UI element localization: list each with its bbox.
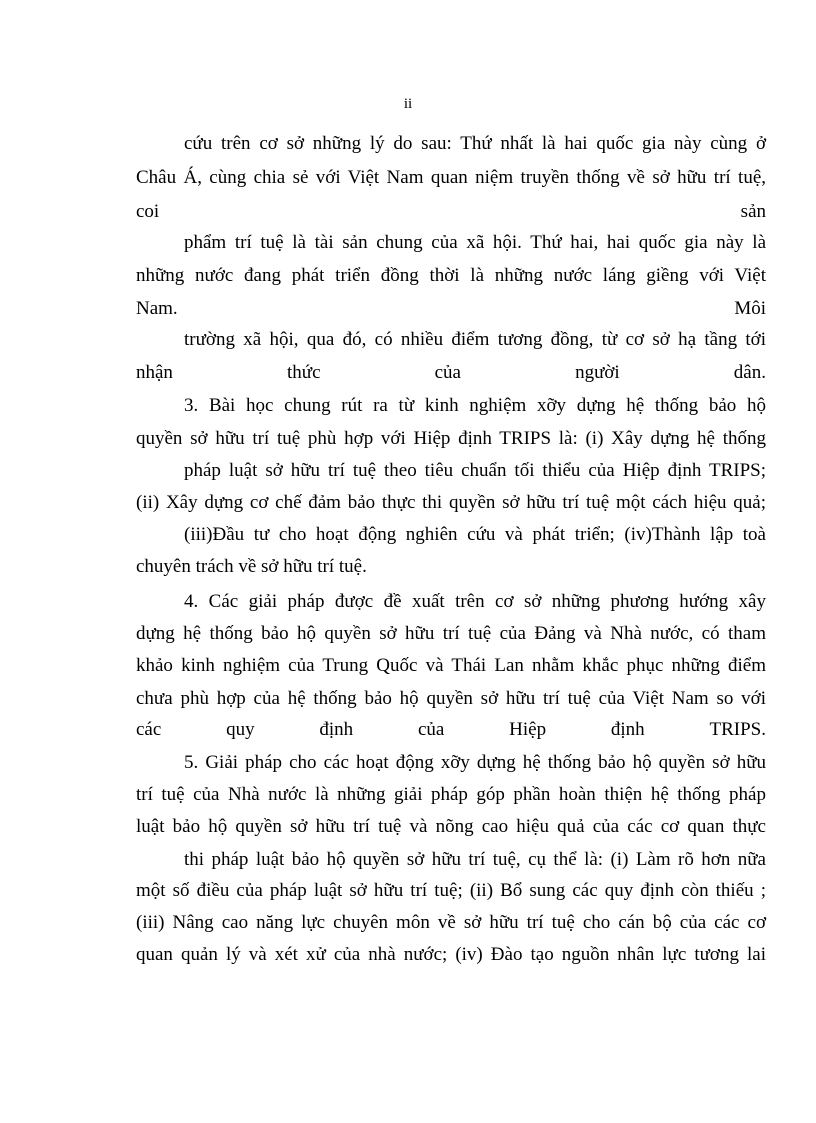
text-line: một số điều của pháp luật sở hữu trí tuệ; (ii) Bổ sung các quy định còn thiếu ; <box>136 880 766 901</box>
word: định <box>319 719 354 740</box>
word: Môi <box>734 298 766 319</box>
text-line-justified <box>136 296 766 322</box>
word: nhận <box>136 362 173 383</box>
text-line: 4. Các giải pháp được đề xuất trên cơ sở những phương hướng xây <box>184 591 766 612</box>
text-line: luật bảo hộ quyền sở hữu trí tuệ và nõng cao hiệu quả của các cơ quan thực <box>136 816 766 837</box>
text-line: những nước đang phát triển đồng thời là những nước láng giềng với Việt <box>136 265 766 286</box>
word: Nam. <box>136 298 178 319</box>
text-line-justified <box>136 199 766 225</box>
text-line-justified <box>136 717 766 743</box>
text-line: cứu trên cơ sở những lý do sau: Thứ nhất là hai quốc gia này cùng ở <box>184 133 766 154</box>
text-line: (ii) Xây dựng cơ chế đảm bảo thực thi quyền sở hữu trí tuệ một cách hiệu quả; <box>136 492 766 513</box>
text-line: (iii) Nâng cao năng lực chuyên môn về sở hữu trí tuệ cho cán bộ của các cơ <box>136 912 766 933</box>
word: coi <box>136 201 160 222</box>
word: sản <box>740 201 766 222</box>
text-line: thi pháp luật bảo hộ quyền sở hữu trí tuệ, cụ thể là: (i) Làm rõ hơn nữa <box>184 849 766 870</box>
word: thức <box>287 362 321 383</box>
text-line: chưa phù hợp của hệ thống bảo hộ quyền sở hữu trí tuệ của Việt Nam so với <box>136 688 766 709</box>
word: các <box>136 719 162 740</box>
text-line: Châu Á, cùng chia sẻ với Việt Nam quan niệm truyền thống về sở hữu trí tuệ, <box>136 167 766 188</box>
page-number: ii <box>403 96 413 112</box>
text-line: trí tuệ của Nhà nước là những giải pháp góp phần hoàn thiện hệ thống pháp <box>136 784 766 805</box>
text-line: trường xã hội, qua đó, có nhiều điểm tương đồng, từ cơ sở hạ tầng tới <box>184 329 766 350</box>
word: quy <box>226 719 255 740</box>
word: Hiệp <box>509 719 547 740</box>
text-line: 5. Giải pháp cho các hoạt động xỡy dựng hệ thống bảo hộ quyền sở hữu <box>184 752 766 773</box>
word: người <box>575 362 620 383</box>
text-line: quyền sở hữu trí tuệ phù hợp với Hiệp định TRIPS là: (i) Xây dựng hệ thống <box>136 428 766 449</box>
word: dân. <box>733 362 766 383</box>
text-line: phẩm trí tuệ là tài sản chung của xã hội. Thứ hai, hai quốc gia này là <box>184 232 766 253</box>
word: của <box>434 362 461 383</box>
text-line-justified <box>136 360 766 386</box>
word: định <box>610 719 645 740</box>
text-line: dựng hệ thống bảo hộ quyền sở hữu trí tuệ của Đảng và Nhà nước, có tham <box>136 623 766 644</box>
text-line: 3. Bài học chung rút ra từ kinh nghiệm xỡy dựng hệ thống bảo hộ <box>184 395 766 416</box>
text-line: (iii)Đầu tư cho hoạt động nghiên cứu và phát triển; (iv)Thành lập toà <box>184 524 766 545</box>
text-line: khảo kinh nghiệm của Trung Quốc và Thái Lan nhằm khắc phục những điểm <box>136 655 766 676</box>
text-line: pháp luật sở hữu trí tuệ theo tiêu chuẩn tối thiểu của Hiệp định TRIPS; <box>184 460 766 481</box>
text-line: chuyên trách về sở hữu trí tuệ. <box>136 556 367 577</box>
text-line: quan quản lý và xét xử của nhà nước; (iv) Đào tạo nguồn nhân lực tương lai <box>136 944 766 965</box>
word: của <box>417 719 445 740</box>
word: TRIPS. <box>709 719 766 740</box>
